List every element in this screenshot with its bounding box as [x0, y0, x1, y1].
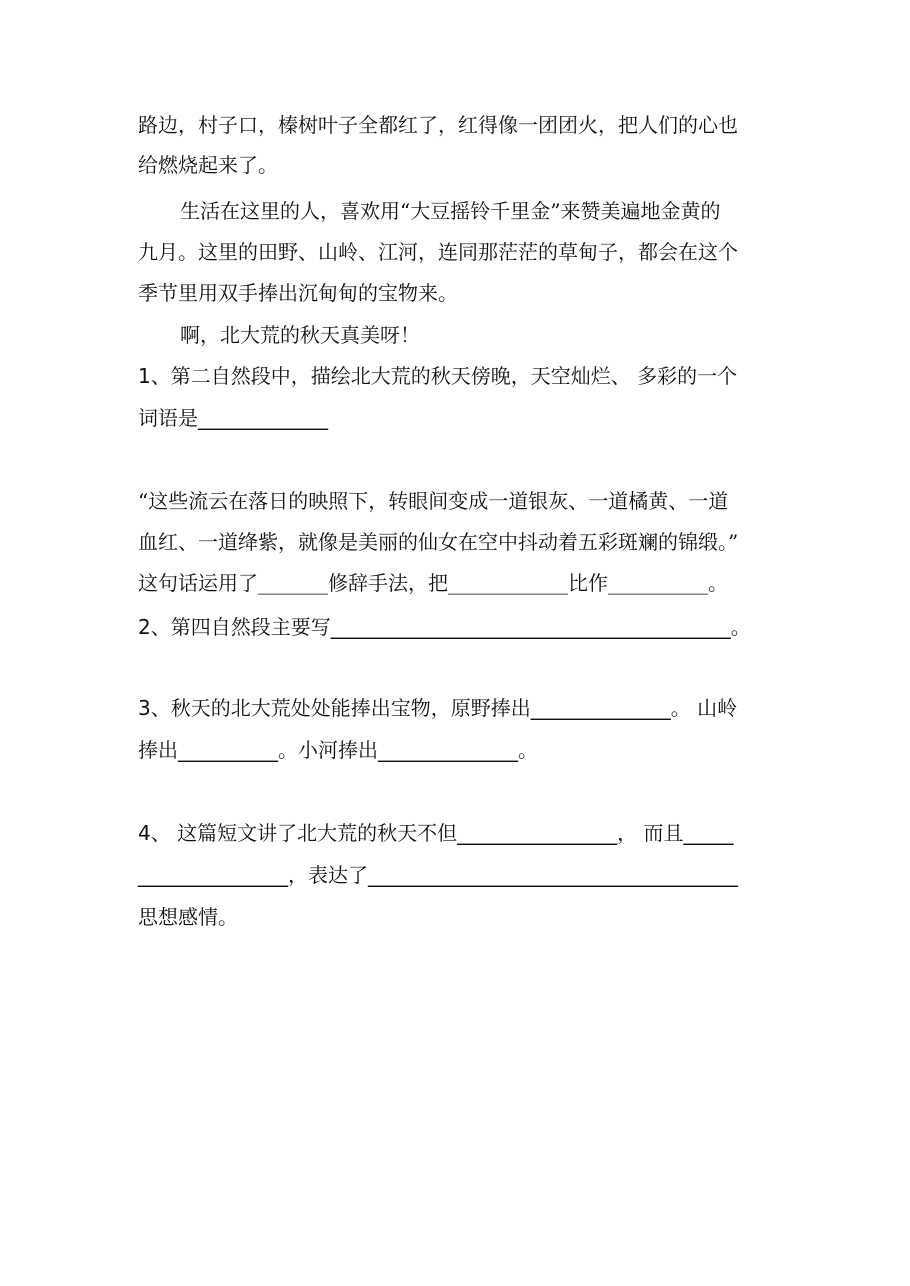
question-4-line-1: 4、 这篇短文讲了北大荒的秋天不但________________， 而且_____: [138, 821, 734, 845]
question-4-line-3: 思想感情。: [138, 905, 238, 929]
question-2: 2、第四自然段主要写________________________________________。: [138, 615, 751, 639]
passage-line-1: 路边，村子口，榛树叶子全都红了，红得像一团团火，把人们的心也: [138, 113, 738, 137]
quote-line-2: 血红、一道绛紫，就像是美丽的仙女在空中抖动着五彩斑斓的锦缎。”: [138, 530, 739, 554]
passage-line-5: 季节里用双手捧出沉甸甸的宝物来。: [138, 281, 458, 305]
question-3-line-2: 捧出__________。小河捧出______________。: [138, 738, 538, 762]
passage-line-3: 生活在这里的人，喜欢用“大豆摇铃千里金”来赞美遍地金黄的: [180, 199, 721, 223]
question-3-line-1: 3、秋天的北大荒处处能捧出宝物，原野捧出______________。 山岭: [138, 696, 738, 720]
question-1-line-1: 1、第二自然段中，描绘北大荒的秋天傍晚，天空灿烂、 多彩的一个: [138, 364, 738, 388]
quote-line-3: 这句话运用了_______修辞手法，把____________比作__________。: [138, 571, 728, 595]
passage-line-4: 九月。这里的田野、山岭、江河，连同那茫茫的草甸子，都会在这个: [138, 240, 738, 264]
passage-line-2: 给燃烧起来了。: [138, 153, 278, 177]
quote-line-1: “这些流云在落日的映照下，转眼间变成一道银灰、一道橘黄、一道: [138, 489, 729, 513]
question-4-line-2: _______________，表达了_____________________________________: [138, 863, 738, 887]
passage-line-6: 啊，北大荒的秋天真美呀！: [180, 323, 420, 347]
question-1-line-2: 词语是_____________: [138, 406, 328, 430]
